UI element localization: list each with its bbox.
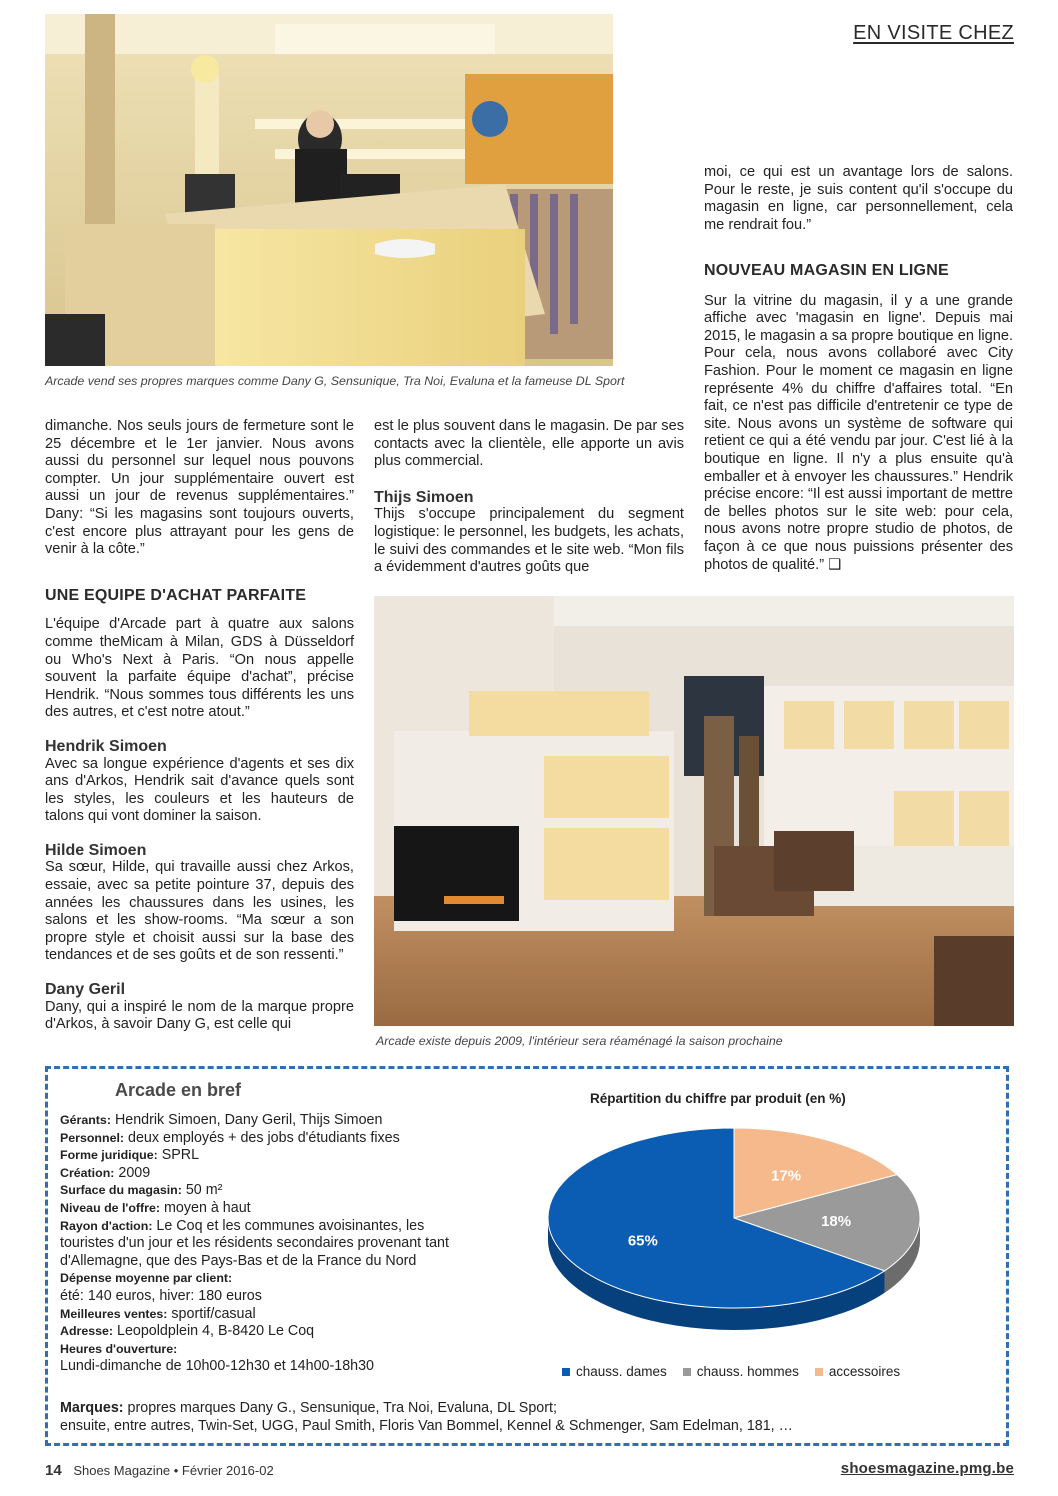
infobox-details [60,1112,480,1376]
info-row [60,1270,480,1288]
paragraph: Dany, qui a inspiré le nom de la marque propre d'Arkos, à savoir Dany G, est celle qui [45,998,354,1033]
heading-hendrik: Hendrik Simoen [45,737,167,755]
photo-shop-interior [374,596,1014,1026]
pie-label-1: 18% [821,1213,852,1231]
chart-legend [562,1364,900,1379]
info-label: Surface du magasin: [60,1183,182,1198]
info-label: Création: [60,1165,115,1180]
infobox-title: Arcade en bref [115,1080,242,1100]
info-value: moyen à haut [160,1199,251,1216]
section-tag: EN VISITE CHEZ [853,22,1014,44]
info-row [60,1218,480,1271]
paragraph: Sur la vitrine du magasin, il y a une grande affiche avec 'magasin en ligne'. Depuis mai 2015, le magasin a sa propre boutique en ligne. Pour cela, nous avons collaboré avec City Fashion. Pour le moment ce magasin en ligne représente 4% du chiffre d'affaires total. “En fait, ce n'est pas difficile d'entretenir ce type de site. Nous avons un système de software qui retient ce qui a été vendu par jour. C'est lié à la boutique en ligne. Il n'y a plus ensuite qu'à emballer et à envoyer les chaussures.” Hendrik précise encore: “Il est aussi important de mettre de belles photos sur le site web: pour cela, nous avons notre propre studio de photos, de façon à ce que nous puissions présenter des photos de qualité.” ❑ [704,292,1013,573]
heading-thijs: Thijs Simoen [374,488,474,506]
info-value: Hendrik Simoen, Dany Geril, Thijs Simoen [110,1112,383,1128]
info-row [60,1288,480,1306]
legend-swatch [562,1368,570,1376]
info-label: Niveau de l'offre: [60,1200,161,1215]
legend-item [683,1364,799,1379]
column-2 [374,418,684,577]
info-row [60,1182,480,1200]
info-label: Forme juridique: [60,1148,158,1163]
column-1 [45,418,354,1034]
info-label: Personnel: [60,1130,125,1145]
info-label: Gérants: [60,1113,111,1127]
paragraph: dimanche. Nos seuls jours de fermeture sont le 25 décembre et le 1er janvier. Nous avons aussi du personnel sur lequel nous pouvons compter. Un jour supplémentaire ouvert est aussi un jour de revenus supplémentaires.” Dany: “Si les magasins sont toujours ouverts, c'est encore plus attrayant pour les gens de venir à la côte.” [45,418,354,558]
legend-label: chauss. hommes [696,1364,799,1379]
footer-url[interactable]: shoesmagazine.pmg.be [840,1460,1014,1477]
heading-hilde: Hilde Simoen [45,841,147,859]
info-value: Leopoldplein 4, B-8420 Le Coq [113,1323,315,1340]
info-value: 50 m² [181,1182,223,1199]
info-value: sportif/casual [167,1305,256,1322]
pie-label-0: 65% [627,1232,658,1250]
info-label: Adresse: [60,1324,114,1339]
caption-top-photo: Arcade vend ses propres marques comme Dany G, Sensunique, Tra Noi, Evaluna et la fameuse DL Sport [45,374,625,388]
info-label: Rayon d'action: [60,1218,153,1233]
legend-swatch [683,1368,691,1376]
infobox-marques [60,1400,960,1435]
paragraph: Thijs s'occupe principalement du segment logistique: le personnel, les budgets, les achats, le suivi des commandes et le site web. “Mon fils a évidemment d'autres goûts que [374,506,684,576]
heading-dany: Dany Geril [45,981,126,999]
paragraph: moi, ce qui est un avantage lors de salons. Pour le reste, je suis content qu'il s'occupe du magasin en ligne, car personnellement, cela me rendrait fou.” [704,164,1013,233]
info-row [60,1112,480,1130]
info-row [60,1130,480,1148]
info-value: SPRL [157,1147,200,1164]
pie-chart [528,1118,948,1368]
heading-equipe-achat: UNE EQUIPE D'ACHAT PARFAITE [45,586,307,604]
legend-item [815,1364,900,1379]
info-row [60,1165,480,1183]
paragraph: Avec sa longue expérience d'agents et ses dix ans d'Arkos, Hendrik sait d'avance quels sont les styles, les couleurs et les hauteurs de talons qui vont dominer la saison. [45,755,354,825]
info-row [60,1341,480,1359]
photo-shop-interior-illustration [374,596,1014,1026]
legend-swatch [815,1368,823,1376]
legend-label: accessoires [828,1364,901,1379]
column-3-top [704,164,1013,234]
pie-label-2: 17% [771,1167,802,1185]
paragraph: est le plus souvent dans le magasin. De par ses contacts avec la clientèle, elle apporte un avis plus commercial. [374,418,684,470]
info-label: Heures d'ouverture: [60,1341,178,1356]
paragraph: L'équipe d'Arcade part à quatre aux salons comme theMicam à Milan, GDS à Düsseldorf ou Who's Next à Paris. “On nous appelle souvent la parfaite équipe d'achat”, précise Hendrik. “Nous sommes tous différents les uns des autres, et c'est notre atout.” [45,616,354,721]
marques-value-2: ensuite, entre autres, Twin-Set, UGG, Paul Smith, Floris Van Bommel, Kennel & Schmenger, Sam Edelman, 181, … [60,1417,793,1434]
footer-left [45,1462,274,1479]
page-number: 14 [45,1462,62,1479]
paragraph: Sa sœur, Hilde, qui travaille aussi chez Arkos, essaie, avec sa petite pointure 37, depuis des années les chaussures dans les usines, les salons et les show-rooms. “Ma sœur a son propre style et choisit aussi sur la base des tendances et de ses goûts et de son ressenti.” [45,859,354,964]
photo-shop-counter-illustration [45,14,613,366]
info-value: 2009 [114,1164,151,1181]
info-label: Meilleures ventes: [60,1306,168,1321]
legend-label: chauss. dames [576,1364,667,1379]
column-3-section [704,262,1013,574]
info-label: Dépense moyenne par client: [60,1271,233,1286]
info-value: deux employés + des jobs d'étudiants fixes [124,1129,400,1146]
magazine-name: Shoes Magazine • Février 2016-02 [73,1463,274,1478]
caption-middle-photo: Arcade existe depuis 2009, l'intérieur sera réaménagé la saison prochaine [376,1034,783,1048]
marques-value: propres marques Dany G., Sensunique, Tra Noi, Evaluna, DL Sport; [123,1400,557,1416]
legend-item [562,1364,667,1379]
info-row [60,1306,480,1324]
heading-nouveau-magasin: NOUVEAU MAGASIN EN LIGNE [704,262,949,279]
info-value: été: 140 euros, hiver: 180 euros [60,1287,262,1304]
marques-label: Marques: [60,1400,124,1416]
info-row [60,1358,480,1376]
info-row [60,1200,480,1218]
chart-title: Répartition du chiffre par produit (en %) [590,1091,846,1106]
info-value: Le Coq et les communes avoisinantes, les touristes d'un jour et les résidents secondaires provenant tant d'Allemagne, que des Pays-Bas et de la France du Nord [60,1217,449,1269]
info-row [60,1323,480,1341]
info-value: Lundi-dimanche de 10h00-12h30 et 14h00-18h30 [60,1358,374,1375]
photo-shop-counter [45,14,613,366]
info-row [60,1147,480,1165]
